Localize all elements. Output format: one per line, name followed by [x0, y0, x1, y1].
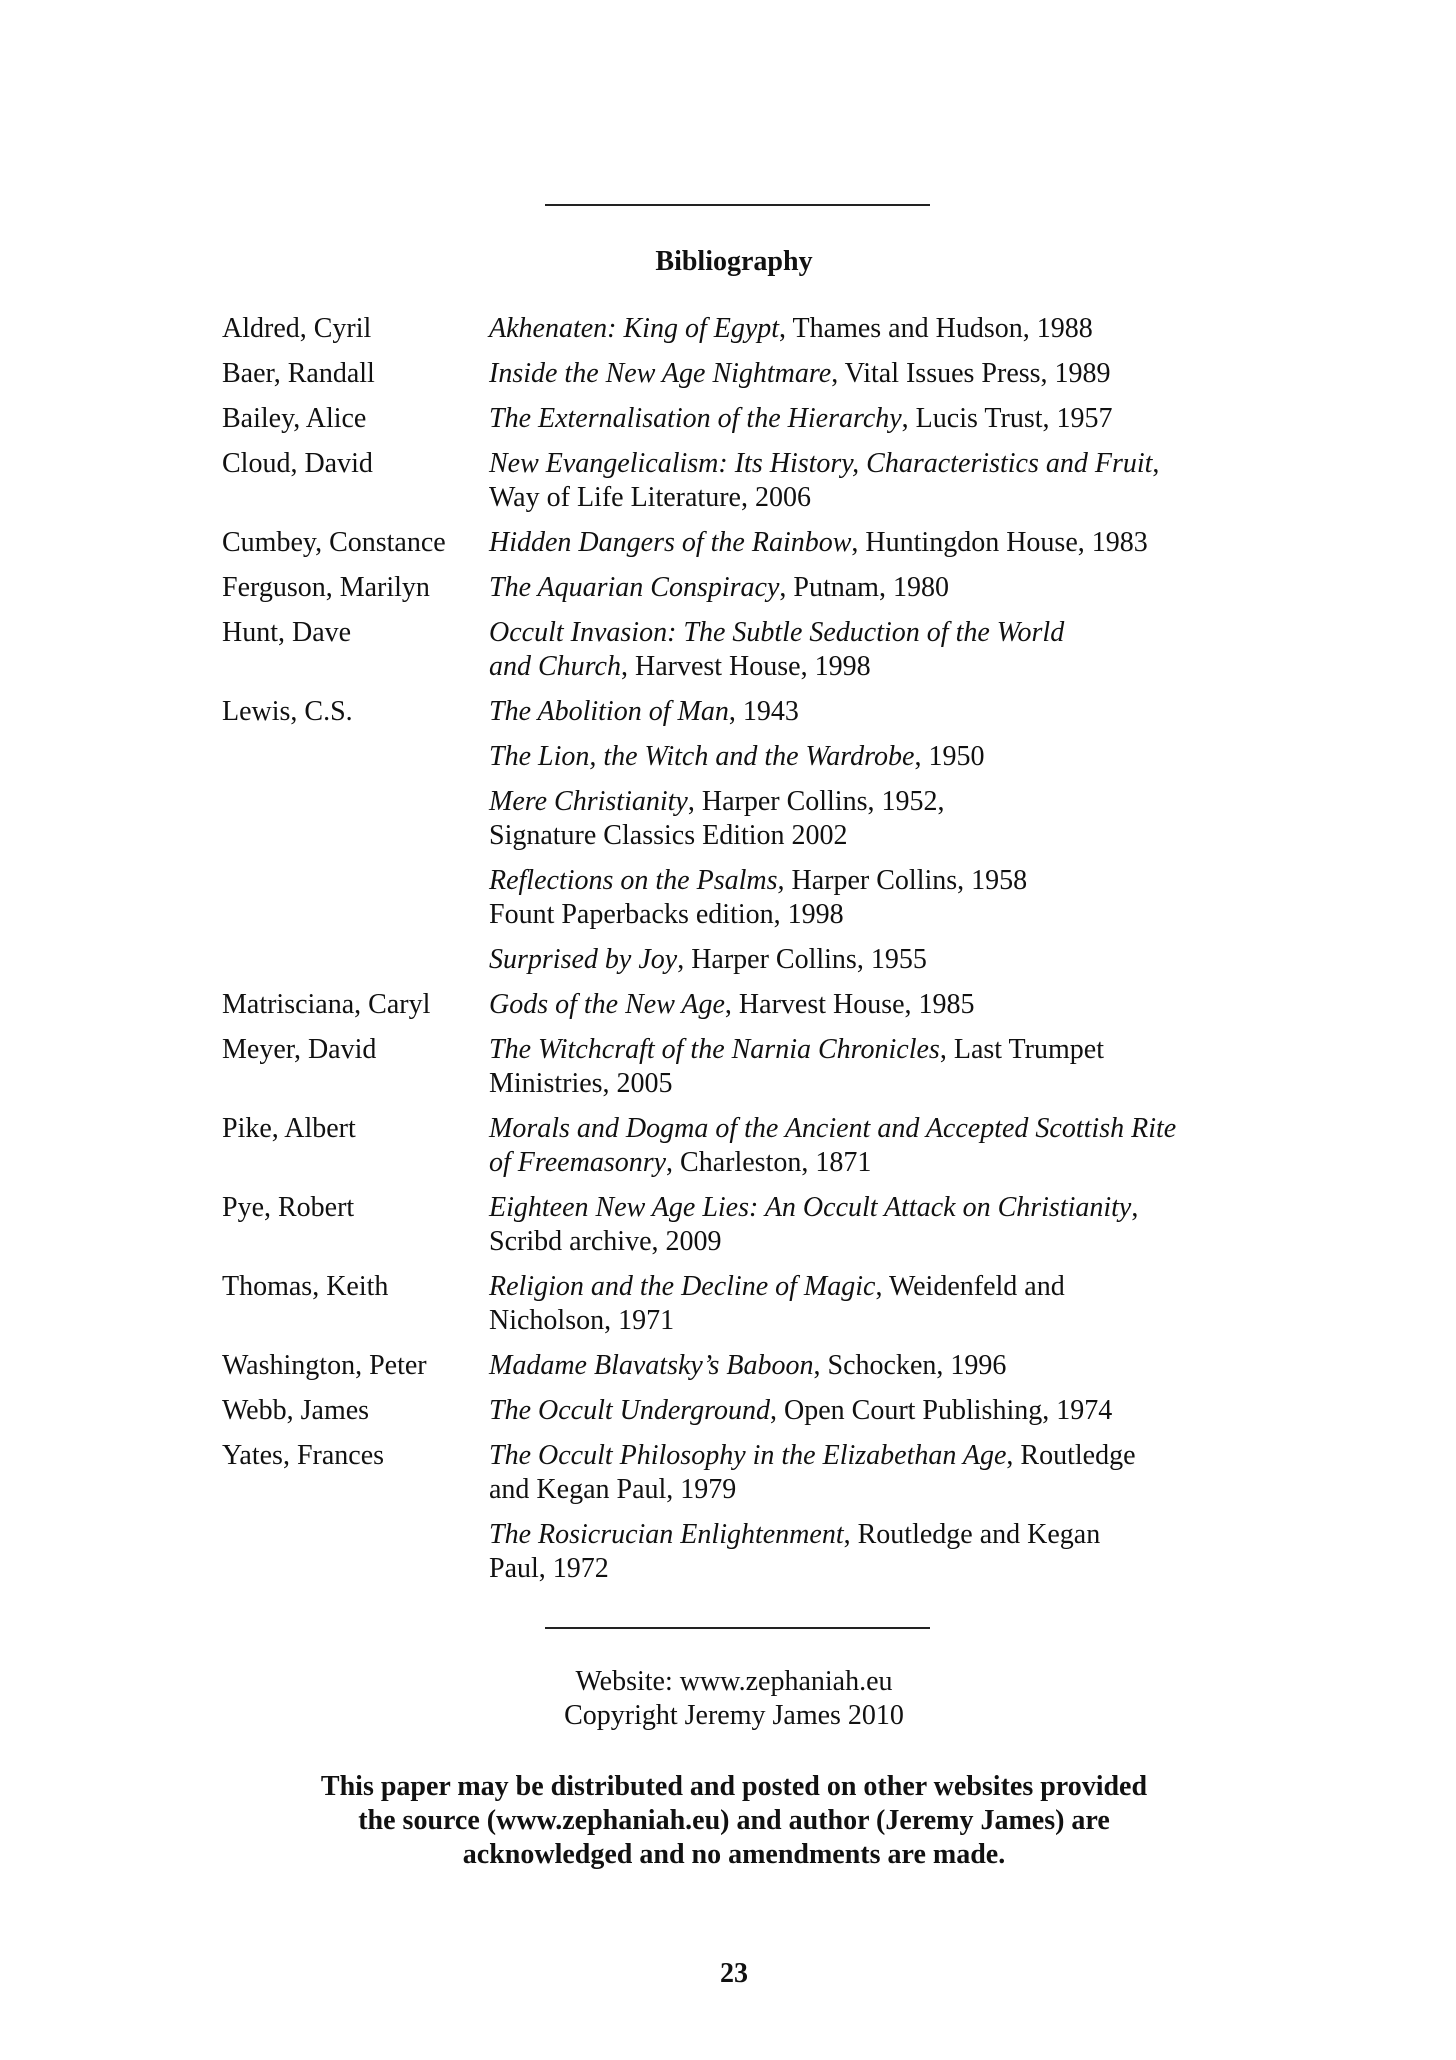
entry-citation	[489, 1439, 1242, 1507]
citation-line	[489, 1394, 1242, 1428]
entry-citation	[489, 402, 1242, 436]
entry-author	[222, 864, 489, 932]
entry-author	[222, 943, 489, 977]
entry-citation	[489, 1033, 1242, 1101]
entry-citation	[489, 695, 1242, 729]
citation-line	[489, 988, 1242, 1022]
citation-line	[489, 1518, 1242, 1552]
entry-author: Washington, Peter	[222, 1350, 427, 1381]
citation-line	[489, 1191, 1242, 1225]
citation-line	[489, 526, 1242, 560]
entry-author: Webb, James	[222, 1395, 370, 1426]
work-title: Morals and Dogma of the Ancient and Accepted Scottish Rite	[489, 1113, 1177, 1144]
citation-line	[489, 819, 1242, 853]
publication-details: , Harper Collins, 1952,	[687, 786, 945, 817]
citation-line	[489, 650, 1242, 684]
work-title: The Witchcraft of the Narnia Chronicles	[489, 1034, 940, 1065]
work-title: of Freemasonry	[489, 1147, 667, 1178]
entry-author: Bailey, Alice	[222, 403, 367, 434]
entry-citation	[489, 1270, 1242, 1338]
citation-line	[489, 943, 1242, 977]
bibliography-entry	[222, 740, 1242, 774]
website-line: Website: www.zephaniah.eu	[575, 1666, 893, 1697]
publication-details: , Harper Collins, 1955	[677, 944, 927, 975]
publication-details: ,	[1152, 448, 1160, 479]
citation-line	[489, 1146, 1242, 1180]
bibliography-entry	[222, 312, 1242, 346]
publication-details: , Harvest House, 1998	[620, 651, 871, 682]
citation-line	[489, 402, 1242, 436]
work-title: Religion and the Decline of Magic	[489, 1271, 876, 1302]
entry-citation	[489, 785, 1242, 853]
work-title: The Externalisation of the Hierarchy	[489, 403, 902, 434]
bibliography-entry	[222, 1033, 1242, 1101]
citation-line	[489, 357, 1242, 391]
citation-line	[489, 1552, 1242, 1586]
citation-line	[489, 1473, 1242, 1507]
publication-details: , 1950	[914, 741, 985, 772]
entry-citation	[489, 312, 1242, 346]
citation-line	[489, 1439, 1242, 1473]
entry-author: Ferguson, Marilyn	[222, 572, 430, 603]
bibliography-entry	[222, 402, 1242, 436]
work-title: and Church	[489, 651, 621, 682]
entry-citation	[489, 1112, 1242, 1180]
publication-details: , Huntingdon House, 1983	[851, 527, 1148, 558]
citation-line	[489, 1225, 1242, 1259]
bibliography-entry	[222, 695, 1242, 729]
publication-details: , Routledge	[1006, 1440, 1136, 1471]
page-title: Bibliography	[655, 246, 813, 277]
entry-author: Pye, Robert	[222, 1192, 355, 1223]
bibliography-entry	[222, 1518, 1242, 1586]
publication-details: ,	[1131, 1192, 1139, 1223]
citation-line	[489, 898, 1242, 932]
citation-line	[489, 1067, 1242, 1101]
citation-line	[489, 1349, 1242, 1383]
work-title: Reflections on the Psalms,	[489, 865, 785, 896]
entry-author	[222, 785, 489, 853]
entry-author: Aldred, Cyril	[222, 313, 372, 344]
publication-details: Ministries, 2005	[489, 1068, 673, 1099]
work-title: Eighteen New Age Lies: An Occult Attack on Christianity	[489, 1192, 1132, 1223]
page-number: 23	[720, 1958, 748, 1989]
work-title: The Aquarian Conspiracy	[489, 572, 780, 603]
distribution-notice	[0, 1770, 1456, 1872]
bibliography-entry	[222, 988, 1242, 1022]
publication-details: , Thames and Hudson, 1988	[779, 313, 1093, 344]
publication-details: , 1943	[728, 696, 799, 727]
citation-line	[489, 785, 1242, 819]
entry-author: Yates, Frances	[222, 1440, 385, 1471]
bibliography-entry	[222, 864, 1242, 932]
publication-details: Scribd archive, 2009	[489, 1226, 722, 1257]
entry-author: Baer, Randall	[222, 358, 375, 389]
publication-details: , Open Court Publishing, 1974	[770, 1395, 1113, 1426]
bibliography-entry	[222, 785, 1242, 853]
citation-line	[489, 312, 1242, 346]
entry-citation	[489, 357, 1242, 391]
work-title: The Occult Underground	[489, 1395, 770, 1426]
work-title: The Rosicrucian Enlightenment	[489, 1519, 844, 1550]
publication-details: , Charleston, 1871	[666, 1147, 872, 1178]
entry-author: Pike, Albert	[222, 1113, 356, 1144]
bottom-divider	[545, 1627, 930, 1629]
entry-author: Lewis, C.S.	[222, 696, 353, 727]
publication-details: , Weidenfeld and	[875, 1271, 1065, 1302]
bibliography-entry	[222, 1191, 1242, 1259]
publication-details: Harper Collins, 1958	[784, 865, 1028, 896]
citation-line	[489, 1304, 1242, 1338]
work-title: Surprised by Joy	[489, 944, 678, 975]
bibliography-entry	[222, 1439, 1242, 1507]
citation-line	[489, 1270, 1242, 1304]
work-title: Gods of the New Age	[489, 989, 725, 1020]
entry-citation	[489, 740, 1242, 774]
bibliography-entry	[222, 447, 1242, 515]
publication-details: Way of Life Literature, 2006	[489, 482, 811, 513]
entry-citation	[489, 1191, 1242, 1259]
citation-line	[489, 616, 1242, 650]
work-title: Mere Christianity	[489, 786, 688, 817]
bibliography-entry	[222, 1349, 1242, 1383]
citation-line	[489, 447, 1242, 481]
publication-details: , Putnam, 1980	[779, 572, 949, 603]
entry-citation	[489, 1518, 1242, 1586]
publication-details: , Last Trumpet	[939, 1034, 1104, 1065]
entry-author: Meyer, David	[222, 1034, 377, 1065]
bibliography-entry	[222, 616, 1242, 684]
publication-details: Signature Classics Edition 2002	[489, 820, 848, 851]
work-title: The Abolition of Man	[489, 696, 729, 727]
entry-author	[222, 740, 489, 774]
publication-details: and Kegan Paul, 1979	[489, 1474, 737, 1505]
bibliography-entry	[222, 357, 1242, 391]
entry-citation	[489, 943, 1242, 977]
citation-line	[489, 1112, 1242, 1146]
citation-line	[489, 864, 1242, 898]
top-divider	[545, 204, 930, 206]
publication-details: , Schocken, 1996	[813, 1350, 1007, 1381]
entry-citation	[489, 616, 1242, 684]
work-title: New Evangelicalism: Its History, Characteristics and Fruit	[489, 448, 1153, 479]
bibliography-entry	[222, 1112, 1242, 1180]
publication-details: Nicholson, 1971	[489, 1305, 675, 1336]
bibliography-entry	[222, 943, 1242, 977]
entry-citation	[489, 864, 1242, 932]
entry-citation	[489, 1349, 1242, 1383]
bibliography-entry	[222, 1270, 1242, 1338]
bibliography-entry	[222, 571, 1242, 605]
notice-line: the source (www.zephaniah.eu) and author (Jeremy James) are	[358, 1805, 1110, 1836]
work-title: Akhenaten: King of Egypt	[489, 313, 780, 344]
entry-citation	[489, 447, 1242, 515]
work-title: The Occult Philosophy in the Elizabethan Age	[489, 1440, 1007, 1471]
entry-author: Thomas, Keith	[222, 1271, 389, 1302]
notice-line: This paper may be distributed and posted on other websites provided	[320, 1771, 1148, 1802]
bibliography-list	[222, 312, 1242, 1597]
bibliography-entry	[222, 526, 1242, 560]
work-title: The Lion, the Witch and the Wardrobe	[489, 741, 915, 772]
bibliography-entry	[222, 1394, 1242, 1428]
notice-line: acknowledged and no amendments are made.	[462, 1839, 1006, 1870]
publication-details: Paul, 1972	[489, 1553, 609, 1584]
publication-details: , Lucis Trust, 1957	[901, 403, 1113, 434]
work-title: Inside the New Age Nightmare	[489, 358, 832, 389]
work-title: Madame Blavatsky’s Baboon	[489, 1350, 814, 1381]
citation-line	[489, 1033, 1242, 1067]
publication-details: , Routledge and Kegan	[843, 1519, 1101, 1550]
entry-citation	[489, 988, 1242, 1022]
citation-line	[489, 571, 1242, 605]
copyright-line: Copyright Jeremy James 2010	[564, 1700, 904, 1731]
entry-author	[222, 1518, 489, 1586]
publication-details: , Harvest House, 1985	[724, 989, 975, 1020]
publication-details: , Vital Issues Press, 1989	[831, 358, 1111, 389]
entry-author: Matrisciana, Caryl	[222, 989, 431, 1020]
entry-citation	[489, 571, 1242, 605]
publication-details: Fount Paperbacks edition, 1998	[489, 899, 844, 930]
entry-author: Hunt, Dave	[222, 617, 352, 648]
citation-line	[489, 740, 1242, 774]
citation-line	[489, 695, 1242, 729]
entry-citation	[489, 526, 1242, 560]
entry-author: Cumbey, Constance	[222, 527, 446, 558]
work-title: Hidden Dangers of the Rainbow	[489, 527, 852, 558]
entry-author: Cloud, David	[222, 448, 373, 479]
citation-line	[489, 481, 1242, 515]
work-title: Occult Invasion: The Subtle Seduction of the World	[489, 617, 1065, 648]
entry-citation	[489, 1394, 1242, 1428]
